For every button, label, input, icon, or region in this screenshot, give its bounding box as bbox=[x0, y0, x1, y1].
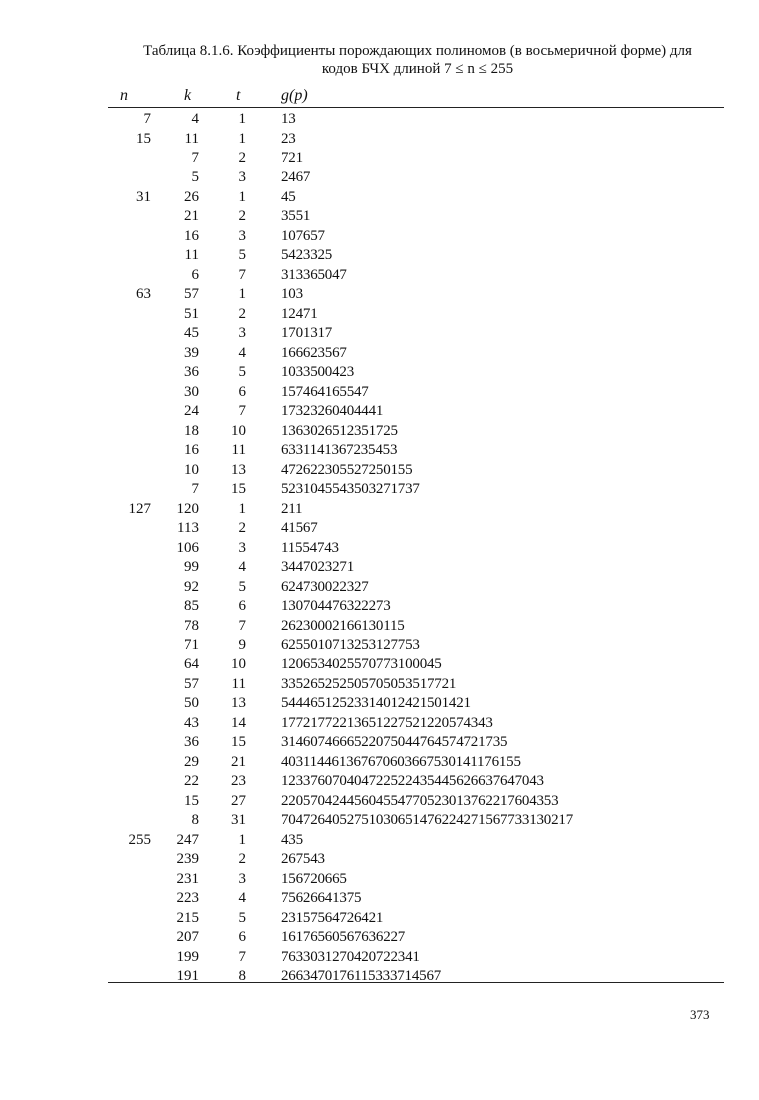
table-cell-g: 11554743 bbox=[281, 539, 339, 556]
table-cell-t: 2 bbox=[238, 208, 246, 225]
table-cell-g: 7047264052751030651476224271567733130217 bbox=[281, 812, 574, 829]
table-caption-line-2: кодов БЧХ длиной 7 ≤ n ≤ 255 bbox=[321, 61, 514, 77]
table-cell-t: 6 bbox=[238, 929, 246, 946]
table-cell-k: 11 bbox=[184, 247, 199, 264]
table-cell-k: 215 bbox=[176, 909, 199, 926]
table-cell-t: 3 bbox=[238, 325, 246, 342]
table-cell-t: 15 bbox=[231, 734, 246, 751]
table-cell-k: 247 bbox=[176, 831, 199, 848]
table-cell-k: 113 bbox=[177, 520, 199, 537]
table-cell-t: 2 bbox=[238, 520, 246, 537]
table-cell-g: 45 bbox=[281, 188, 296, 205]
column-header-g: g(p) bbox=[281, 87, 308, 104]
table-cell-n: 15 bbox=[136, 130, 151, 147]
table-cell-t: 27 bbox=[231, 792, 246, 809]
table-cell-g: 7633031270420722341 bbox=[281, 948, 420, 965]
table-cell-k: 7 bbox=[191, 150, 199, 166]
table-cell-g: 1701317 bbox=[281, 325, 333, 342]
table-cell-k: 99 bbox=[184, 559, 199, 575]
table-cell-g: 5231045543503271737 bbox=[281, 481, 420, 498]
table-cell-t: 7 bbox=[238, 617, 246, 634]
table-cell-t: 11 bbox=[231, 675, 246, 692]
table-cell-g: 23 bbox=[281, 130, 296, 147]
table-cell-t: 13 bbox=[231, 461, 246, 478]
table-cell-g: 403114461367670603667530141176155 bbox=[281, 753, 521, 770]
table-cell-k: 8 bbox=[191, 812, 199, 829]
table-cell-k: 51 bbox=[184, 305, 199, 322]
table-cell-g: 6255010713253127753 bbox=[281, 637, 420, 653]
table-cell-k: 15 bbox=[184, 792, 199, 809]
table-cell-t: 3 bbox=[238, 539, 246, 556]
table-cell-g: 54446512523314012421501421 bbox=[281, 695, 471, 712]
table-cell-n: 31 bbox=[136, 188, 151, 205]
table-cell-g: 2467 bbox=[281, 169, 311, 186]
table-cell-t: 1 bbox=[238, 111, 246, 127]
table-cell-t: 5 bbox=[238, 578, 246, 595]
table-cell-t: 3 bbox=[238, 227, 246, 244]
column-header-k: k bbox=[184, 87, 192, 104]
table-cell-k: 231 bbox=[176, 870, 199, 887]
table-cell-t: 15 bbox=[231, 481, 246, 498]
table-cell-g: 6331141367235453 bbox=[281, 442, 398, 459]
table-cell-k: 29 bbox=[184, 753, 199, 770]
table-cell-g: 12471 bbox=[281, 305, 318, 322]
table-cell-k: 39 bbox=[184, 344, 199, 361]
table-cell-k: 18 bbox=[184, 422, 199, 439]
column-header-t: t bbox=[236, 87, 241, 104]
table-cell-g: 267543 bbox=[281, 851, 325, 868]
table-cell-g: 5423325 bbox=[281, 247, 333, 264]
table-cell-t: 6 bbox=[238, 598, 246, 614]
table-cell-k: 16 bbox=[184, 227, 199, 244]
table-cell-g: 2663470176115333714567 bbox=[281, 968, 442, 985]
table-cell-k: 6 bbox=[191, 266, 199, 283]
table-cell-t: 4 bbox=[238, 559, 246, 575]
table-cell-g: 721 bbox=[281, 150, 303, 166]
table-cell-g: 624730022327 bbox=[281, 578, 369, 595]
table-cell-k: 92 bbox=[184, 578, 199, 595]
table-cell-g: 22057042445604554770523013762217604353 bbox=[281, 792, 559, 809]
table-cell-g: 123376070404722522435445626637647043 bbox=[281, 773, 544, 790]
table-cell-t: 3 bbox=[238, 870, 246, 887]
table-cell-t: 4 bbox=[238, 890, 246, 907]
table-cell-k: 36 bbox=[184, 364, 199, 381]
table-cell-n: 7 bbox=[143, 111, 151, 127]
table-cell-k: 36 bbox=[184, 734, 199, 751]
table-cell-g: 211 bbox=[281, 500, 303, 517]
table-cell-k: 191 bbox=[176, 968, 199, 985]
table-cell-g: 157464165547 bbox=[281, 383, 369, 400]
table-cell-k: 22 bbox=[184, 773, 199, 790]
table-cell-g: 166623567 bbox=[281, 344, 347, 361]
table-cell-t: 1 bbox=[238, 831, 246, 848]
table-cell-g: 23157564726421 bbox=[281, 909, 384, 926]
table-cell-g: 335265252505705053517721 bbox=[281, 675, 457, 692]
table-cell-t: 7 bbox=[238, 266, 246, 283]
table-cell-k: 223 bbox=[176, 890, 199, 907]
table-cell-t: 5 bbox=[238, 364, 246, 381]
table-caption-line-1: Таблица 8.1.6. Коэффициенты порождающих полиномов (в восьмеричной форме) для bbox=[143, 43, 692, 59]
table-cell-t: 8 bbox=[238, 968, 246, 985]
table-cell-k: 30 bbox=[184, 383, 199, 400]
table-cell-n: 255 bbox=[128, 831, 151, 848]
table-cell-k: 50 bbox=[184, 695, 199, 712]
table-cell-g: 3551 bbox=[281, 208, 311, 225]
table-cell-t: 21 bbox=[231, 753, 246, 770]
table-cell-k: 239 bbox=[176, 851, 199, 868]
table-cell-k: 11 bbox=[184, 130, 199, 147]
table-cell-t: 10 bbox=[231, 656, 246, 673]
table-cell-g: 16176560567636227 bbox=[281, 929, 406, 946]
table-cell-k: 106 bbox=[176, 539, 199, 556]
table-cell-k: 4 bbox=[191, 111, 199, 127]
table-cell-k: 7 bbox=[191, 481, 199, 498]
table-cell-k: 5 bbox=[191, 169, 199, 186]
table-cell-n: 127 bbox=[128, 500, 151, 517]
table-cell-g: 3447023271 bbox=[281, 559, 355, 575]
table-cell-k: 207 bbox=[176, 929, 199, 946]
table-cell-t: 2 bbox=[238, 150, 246, 166]
table-cell-t: 4 bbox=[238, 344, 246, 361]
table-cell-t: 11 bbox=[231, 442, 246, 459]
table-cell-g: 3146074666522075044764574721735 bbox=[281, 734, 508, 751]
table-cell-t: 23 bbox=[231, 773, 246, 790]
table-cell-t: 10 bbox=[231, 422, 246, 439]
table-cell-t: 14 bbox=[231, 714, 246, 731]
table-cell-g: 17721772213651227521220574343 bbox=[281, 714, 493, 731]
table-cell-g: 1206534025570773100045 bbox=[281, 656, 442, 673]
table-cell-t: 2 bbox=[238, 305, 246, 322]
page-number: 373 bbox=[690, 1007, 710, 1022]
table-cell-k: 71 bbox=[184, 637, 199, 653]
table-cell-t: 2 bbox=[238, 851, 246, 868]
table-cell-k: 85 bbox=[184, 598, 199, 614]
table-cell-k: 24 bbox=[184, 403, 199, 420]
table-cell-g: 472622305527250155 bbox=[281, 461, 413, 478]
table-cell-g: 13 bbox=[281, 111, 296, 127]
table-cell-k: 16 bbox=[184, 442, 199, 459]
table-cell-g: 75626641375 bbox=[281, 890, 362, 907]
table-cell-t: 1 bbox=[238, 188, 246, 205]
table-cell-g: 26230002166130115 bbox=[281, 617, 405, 634]
table-cell-k: 120 bbox=[176, 500, 199, 517]
table-cell-t: 6 bbox=[238, 383, 246, 400]
table-cell-g: 41567 bbox=[281, 520, 318, 537]
table-cell-k: 21 bbox=[184, 208, 199, 225]
table-cell-g: 1033500423 bbox=[281, 364, 355, 381]
table-cell-g: 435 bbox=[281, 831, 303, 848]
table-cell-k: 199 bbox=[176, 948, 199, 965]
table-cell-k: 10 bbox=[184, 461, 199, 478]
table-cell-t: 3 bbox=[238, 169, 246, 186]
table-cell-g: 130704476322273 bbox=[281, 598, 391, 614]
table-cell-n: 63 bbox=[136, 286, 151, 303]
table-cell-g: 156720665 bbox=[281, 870, 347, 887]
table-cell-k: 43 bbox=[184, 714, 199, 731]
column-header-n: n bbox=[120, 87, 128, 104]
table-cell-t: 31 bbox=[231, 812, 246, 829]
table-cell-g: 107657 bbox=[281, 227, 325, 244]
table-cell-k: 57 bbox=[184, 286, 199, 303]
table-cell-g: 313365047 bbox=[281, 266, 347, 283]
table-cell-t: 1 bbox=[238, 500, 246, 517]
table-cell-t: 7 bbox=[238, 403, 246, 420]
table-cell-t: 9 bbox=[238, 637, 246, 653]
table-cell-k: 64 bbox=[184, 656, 199, 673]
table-cell-g: 1363026512351725 bbox=[281, 422, 398, 439]
table-cell-t: 7 bbox=[238, 948, 246, 965]
table-cell-k: 57 bbox=[184, 675, 199, 692]
table-cell-k: 45 bbox=[184, 325, 199, 342]
table-cell-t: 1 bbox=[238, 130, 246, 147]
table-cell-k: 78 bbox=[184, 617, 199, 634]
table-cell-t: 13 bbox=[231, 695, 246, 712]
table-bottom-rule bbox=[108, 982, 724, 983]
table-cell-g: 103 bbox=[281, 286, 303, 303]
table-cell-t: 1 bbox=[238, 286, 246, 303]
table-cell-t: 5 bbox=[238, 909, 246, 926]
table-cell-g: 17323260404441 bbox=[281, 403, 384, 420]
table-cell-t: 5 bbox=[238, 247, 246, 264]
table-cell-k: 26 bbox=[184, 188, 199, 205]
